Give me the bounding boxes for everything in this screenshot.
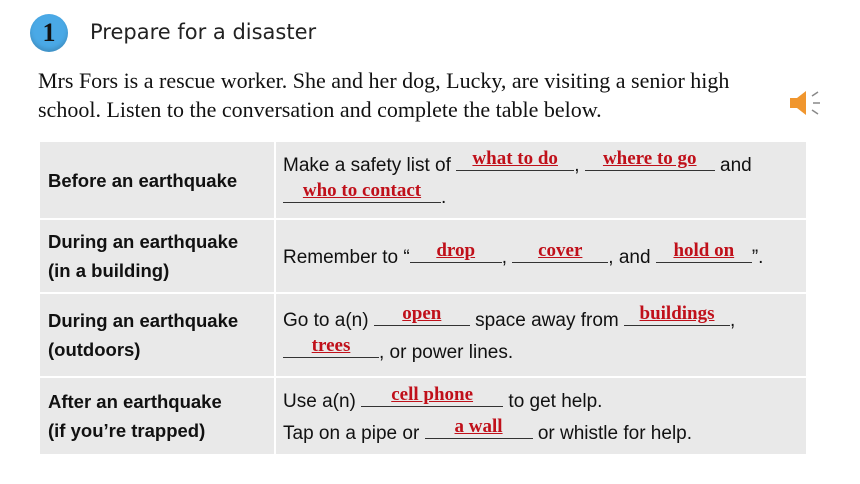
speaker-icon[interactable] — [788, 88, 824, 118]
sentence-text: space away from — [469, 310, 624, 331]
stage-sublabel: (if you’re trapped) — [48, 420, 206, 441]
content-cell — [275, 219, 806, 293]
answer-text: where to go — [602, 148, 697, 169]
table-row — [40, 219, 806, 293]
answer-text: hold on — [673, 240, 735, 261]
sentence-text: Remember to “ — [283, 247, 410, 268]
answer-text: cell phone — [391, 384, 474, 405]
answer-blank[interactable] — [585, 148, 715, 171]
answer-text: open — [402, 303, 442, 324]
section-title: Prepare for a disaster — [90, 20, 317, 44]
answer-blank[interactable] — [283, 335, 379, 358]
answer-text: trees — [311, 335, 351, 356]
exercise-number-badge — [30, 14, 68, 52]
stage-cell — [40, 219, 275, 293]
table-row — [40, 293, 806, 377]
stage-label: During an earthquake — [48, 310, 239, 331]
sentence-text: and — [714, 155, 752, 176]
answer-text: drop — [436, 240, 476, 261]
answer-blank[interactable] — [425, 416, 533, 439]
stage-cell — [40, 293, 275, 377]
sentence-text: . — [441, 187, 447, 208]
sentence-text: , — [574, 155, 585, 176]
stage-label: After an earthquake — [48, 391, 222, 412]
answer-text: cover — [538, 240, 583, 261]
answer-blank[interactable] — [374, 303, 470, 326]
sentence-text: , or power lines. — [379, 342, 514, 363]
table-row — [40, 377, 806, 455]
sentence-text: Use a(n) — [283, 391, 362, 412]
sentence-text: , — [501, 247, 513, 268]
content-cell — [275, 377, 806, 455]
exercise-number: 1 — [42, 18, 56, 47]
answer-text: what to do — [472, 148, 558, 169]
stage-cell — [40, 377, 275, 455]
stage-sublabel: (outdoors) — [48, 339, 141, 360]
answer-blank[interactable] — [361, 384, 503, 407]
answer-blank[interactable] — [283, 180, 441, 203]
answer-blank[interactable] — [456, 148, 574, 171]
sentence-text: to get help. — [503, 391, 603, 412]
stage-sublabel: (in a building) — [48, 260, 170, 281]
answer-text: who to contact — [302, 180, 422, 201]
sentence-text: , and — [608, 247, 656, 268]
answer-blank[interactable] — [624, 303, 730, 326]
answer-text: buildings — [639, 303, 715, 324]
answer-blank[interactable] — [512, 240, 608, 263]
answer-blank[interactable] — [656, 240, 752, 263]
instructions-text: Mrs Fors is a rescue worker. She and her dog, Lucky, are visiting a senior high school. Listen to the conversation and complete the table below. — [38, 68, 730, 122]
sentence-text: , — [730, 310, 736, 331]
content-cell — [275, 142, 806, 219]
stage-label: During an earthquake — [48, 231, 239, 252]
earthquake-table — [40, 142, 806, 456]
table-row — [40, 142, 806, 219]
sentence-text: Make a safety list of — [283, 155, 457, 176]
stage-label: Before an earthquake — [48, 169, 238, 191]
sentence-text: ”. — [751, 247, 764, 268]
sentence-text: or whistle for help. — [532, 423, 693, 444]
content-cell — [275, 293, 806, 377]
answer-blank[interactable] — [410, 240, 502, 263]
stage-cell — [40, 142, 275, 219]
answer-text: a wall — [454, 416, 503, 437]
sentence-text: Go to a(n) — [283, 310, 374, 331]
sentence-text: Tap on a pipe or — [283, 423, 425, 444]
